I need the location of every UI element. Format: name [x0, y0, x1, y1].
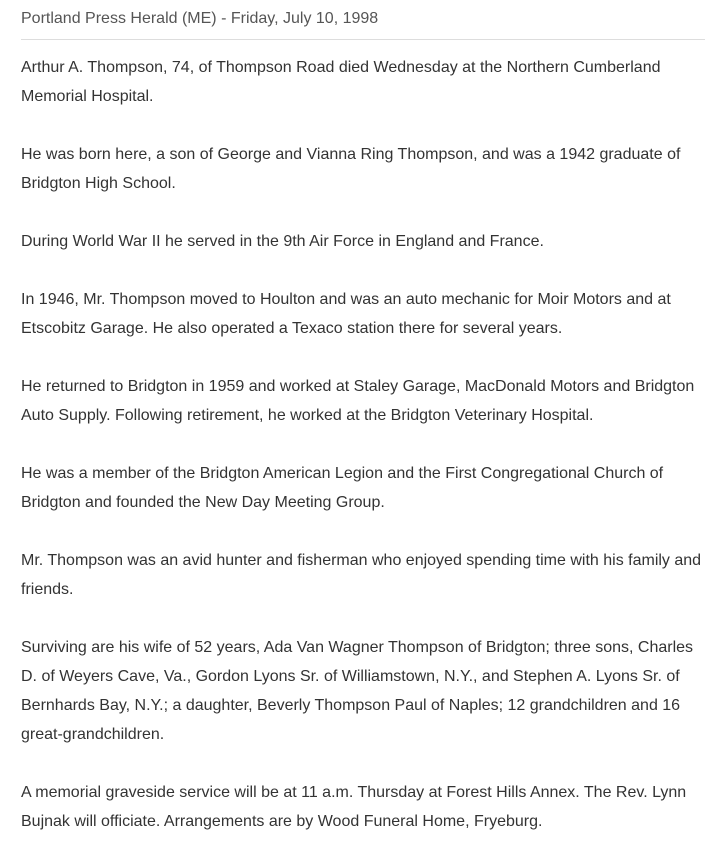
source-line: Portland Press Herald (ME) - Friday, July 10, 1998	[21, 0, 705, 40]
obituary-paragraph: Mr. Thompson was an avid hunter and fisherman who enjoyed spending time with his family and friends.	[21, 552, 702, 598]
obituary-paragraph: Surviving are his wife of 52 years, Ada Van Wagner Thompson of Bridgton; three sons, Charles D. of Weyers Cave, Va., Gordon Lyons Sr. of Williamstown, N.Y., and Stephen A. Lyons Sr. of Bernhards Bay, N.Y.; a daughter, Beverly Thompson Paul of Naples; 12 grandchildren and 16 great-grandchildren.	[21, 639, 694, 743]
obituary-paragraph: He was born here, a son of George and Vianna Ring Thompson, and was a 1942 graduate of Bridgton High School.	[21, 146, 681, 192]
obituary-body	[21, 53, 705, 836]
obituary-paragraph: He was a member of the Bridgton American Legion and the First Congregational Church of Bridgton and founded the New Day Meeting Group.	[21, 465, 664, 511]
obituary-paragraph: During World War II he served in the 9th Air Force in England and France.	[21, 233, 544, 250]
obituary-paragraph: A memorial graveside service will be at 11 a.m. Thursday at Forest Hills Annex. The Rev. Lynn Bujnak will officiate. Arrangements are by Wood Funeral Home, Fryeburg.	[21, 784, 687, 830]
obituary-paragraph: Arthur A. Thompson, 74, of Thompson Road died Wednesday at the Northern Cumberland Memorial Hospital.	[21, 59, 661, 105]
obituary-paragraph: In 1946, Mr. Thompson moved to Houlton and was an auto mechanic for Moir Motors and at Etscobitz Garage. He also operated a Texaco station there for several years.	[21, 291, 671, 337]
obituary-paragraph: He returned to Bridgton in 1959 and worked at Staley Garage, MacDonald Motors and Bridgton Auto Supply. Following retirement, he worked at the Bridgton Veterinary Hospital.	[21, 378, 695, 424]
